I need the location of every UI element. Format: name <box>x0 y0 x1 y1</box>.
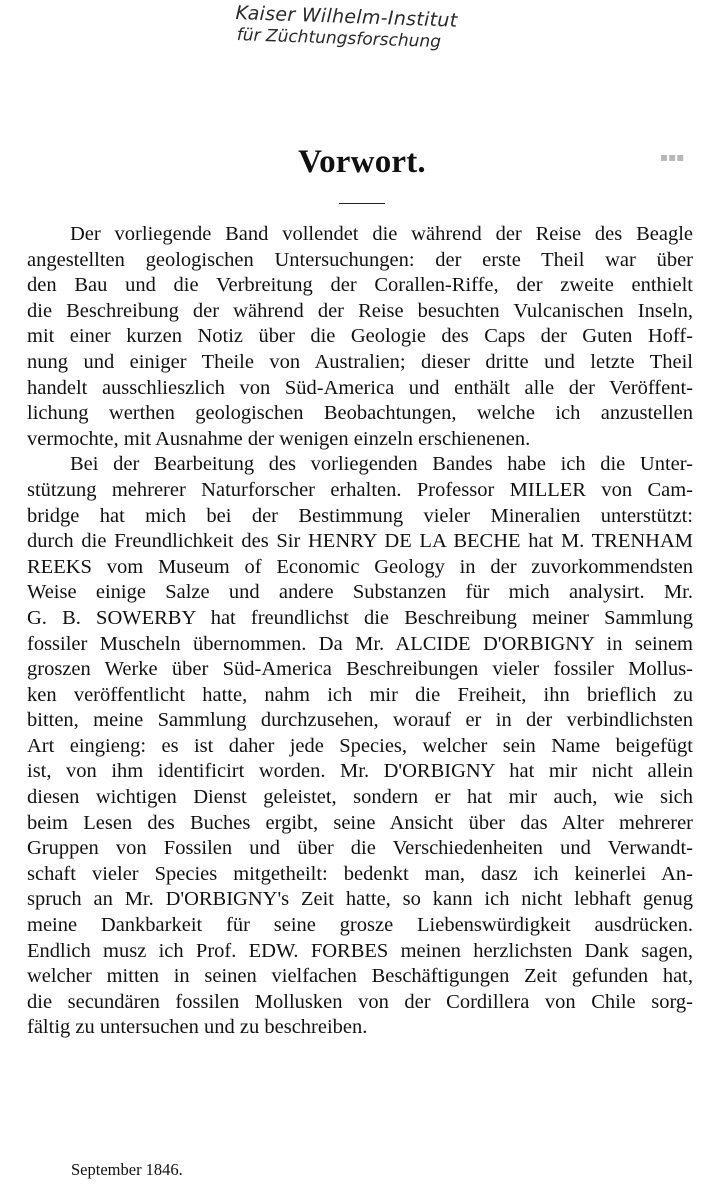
text-line: beim Lesen des Buches ergibt, seine Ansicht über das Alter mehrerer <box>27 811 693 834</box>
text-line: handelt ausschlieszlich von Süd-America und enthält alle der Veröffent- <box>27 376 693 399</box>
text-line: vermochte, mit Ausnahme der wenigen einzeln erschienenen. <box>27 427 531 450</box>
text-line: ken veröffentlicht hatte, nahm ich mir die Freiheit, ihn brieflich zu <box>27 683 693 706</box>
text-line: bitten, meine Sammlung durchzusehen, worauf er in der verbindlichsten <box>27 709 693 732</box>
bleed-through-mark: ▪▪▪ <box>660 150 685 164</box>
text-line: Weise einige Salze und andere Substanzen für mich analysirt. Mr. <box>27 581 693 604</box>
stamp-line-1: Kaiser Wilhelm-Institut <box>235 2 458 32</box>
title-divider <box>339 203 385 204</box>
page-title: Vorwort. <box>298 144 426 180</box>
text-line: die Beschreibung der während der Reise besuchten Vulcanischen Inseln, <box>27 299 693 322</box>
text-line: lichung werthen geologischen Beobachtungen, welche ich anzustellen <box>27 402 693 425</box>
text-line: angestellten geologischen Untersuchungen: der erste Theil war über <box>27 248 693 271</box>
text-line: durch die Freundlichkeit des Sir HENRY DE LA BECHE hat M. TRENHAM <box>27 530 693 553</box>
paragraph-1 <box>27 222 693 452</box>
text-line: Gruppen von Fossilen und über die Verschiedenheiten und Verwandt- <box>27 837 693 860</box>
paragraph-2 <box>27 452 693 1041</box>
text-line: ist, von ihm identificirt worden. Mr. D'ORBIGNY hat mir nicht allein <box>27 760 693 783</box>
text-line: spruch an Mr. D'ORBIGNY's Zeit hatte, so kann ich nicht lebhaft genug <box>27 888 693 911</box>
text-line: die secundären fossilen Mollusken von der Cordillera von Chile sorg- <box>27 990 693 1013</box>
text-line: Bei der Bearbeitung des vorliegenden Bandes habe ich die Unter- <box>70 453 693 476</box>
text-line: nung und einiger Theile von Australien; dieser dritte und letzte Theil <box>27 350 693 373</box>
text-line: stützung mehrerer Naturforscher erhalten. Professor MILLER von Cam- <box>27 478 693 501</box>
text-line: schaft vieler Species mitgetheilt: bedenkt man, dasz ich keinerlei An- <box>27 862 693 885</box>
text-line: REEKS vom Museum of Economic Geology in der zuvorkommendsten <box>27 555 693 578</box>
text-line: G. B. SOWERBY hat freundlichst die Beschreibung meiner Sammlung <box>27 606 693 629</box>
text-line: fältig zu untersuchen und zu beschreiben. <box>27 1016 368 1039</box>
text-line: Endlich musz ich Prof. EDW. FORBES meinen herzlichsten Dank sagen, <box>27 939 693 962</box>
stamp-line-2: für Züchtungsforschung <box>236 25 442 53</box>
text-line: Der vorliegende Band vollendet die während der Reise des Beagle <box>70 223 693 245</box>
text-line: welcher mitten in seinen vielfachen Beschäftigungen Zeit gefunden hat, <box>27 965 693 988</box>
text-line: den Bau und die Verbreitung der Corallen-Riffe, der zweite enthielt <box>27 274 693 297</box>
text-line: diesen wichtigen Dienst geleistet, sondern er hat mir auch, wie sich <box>27 786 693 809</box>
text-line: meine Dankbarkeit für seine grosze Liebenswürdigkeit ausdrücken. <box>27 914 693 937</box>
library-stamp <box>234 2 485 55</box>
text-line: Art eingieng: es ist daher jede Species, welcher sein Name beigefügt <box>27 734 693 757</box>
text-line: fossiler Muscheln übernommen. Da Mr. ALCIDE D'ORBIGNY in seinem <box>27 632 693 655</box>
preface-body <box>27 222 693 1041</box>
preface-date: September 1846. <box>71 1160 183 1179</box>
text-line: bridge hat mich bei der Bestimmung vieler Mineralien unterstützt: <box>27 504 693 527</box>
text-line: groszen Werke über Süd-America Beschreibungen vieler fossiler Mollus- <box>27 658 693 681</box>
text-line: mit einer kurzen Notiz über die Geologie des Caps der Guten Hoff- <box>27 325 693 348</box>
